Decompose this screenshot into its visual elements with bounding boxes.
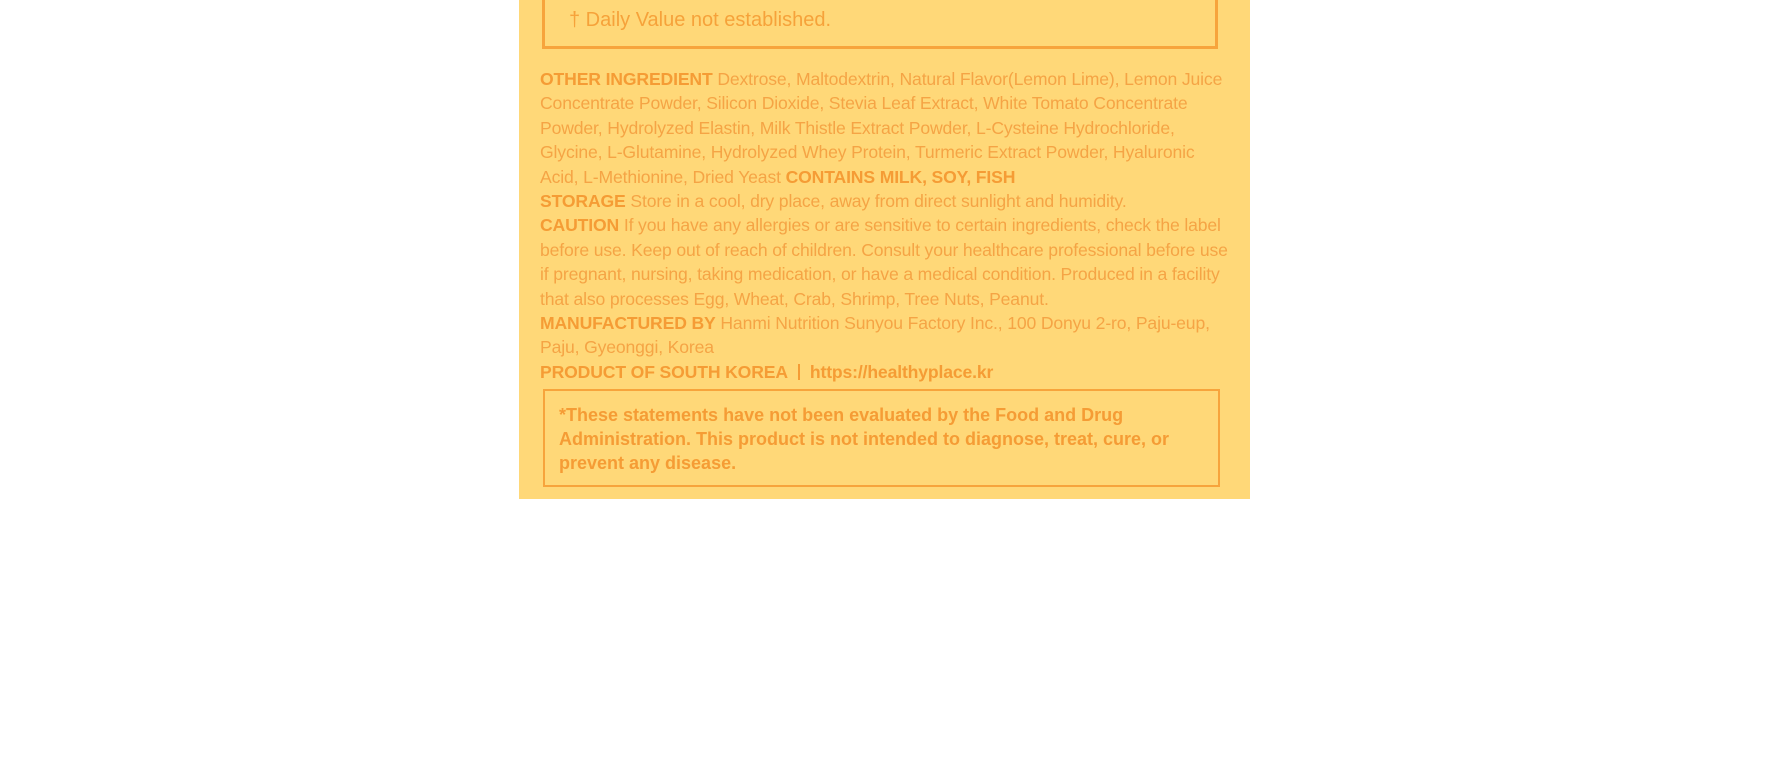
caution-text: If you have any allergies or are sensitive to certain ingredients, check the label before use. Keep out of reach of children. Consult your healthcare professional before use if pregnant, nursing, taking medication, or have a medical condition. Produced in a facility that also processes Egg, Wheat, Crab, Shrimp, Tree Nuts, Peanut. (540, 215, 1228, 309)
allergen-statement: CONTAINS MILK, SOY, FISH (785, 166, 1016, 187)
manufacturer-paragraph (540, 311, 1230, 360)
fda-disclaimer-box (543, 389, 1220, 487)
storage-text: Store in a cool, dry place, away from direct sunlight and humidity. (625, 191, 1127, 212)
country-of-origin: PRODUCT OF SOUTH KOREA (540, 361, 788, 382)
supplement-facts-box-bottom (542, 0, 1218, 49)
separator-bar (798, 364, 800, 380)
storage-paragraph (540, 189, 1230, 213)
origin-line (540, 360, 1230, 384)
label-info-text (540, 67, 1230, 384)
caution-paragraph (540, 213, 1230, 311)
manufacturer-text: Hanmi Nutrition Sunyou Factory Inc., 100 Donyu 2-ro, Paju-eup, Paju, Gyeonggi, Korea (540, 313, 1210, 358)
storage-heading: STORAGE (540, 191, 626, 212)
supplement-label-panel (519, 0, 1250, 499)
other-ingredient-list: Dextrose, Maltodextrin, Natural Flavor(Lemon Lime), Lemon Juice Concentrate Powder, Silicon Dioxide, Stevia Leaf Extract, White Tomato Concentrate Powder, Hydrolyzed Elastin, Milk Thistle Extract Powder, L-Cysteine Hydrochloride, Glycine, L-Glutamine, Hydrolyzed Whey Protein, Turmeric Extract Powder, Hyaluronic Acid, L-Methionine, Dried Yeast (540, 69, 1223, 187)
other-ingredient-heading: OTHER INGREDIENT (540, 69, 713, 89)
fda-disclaimer-text: *These statements have not been evaluated by the Food and Drug Administration. This product is not intended to diagnose, treat, cure, or prevent any disease. (559, 405, 1170, 473)
caution-heading: CAUTION (540, 215, 620, 236)
daily-value-footnote: † Daily Value not established. (569, 9, 832, 31)
other-ingredient-paragraph (540, 67, 1230, 189)
manufacturer-heading: MANUFACTURED BY (540, 313, 716, 334)
website-link[interactable]: https://healthyplace.kr (809, 361, 994, 382)
